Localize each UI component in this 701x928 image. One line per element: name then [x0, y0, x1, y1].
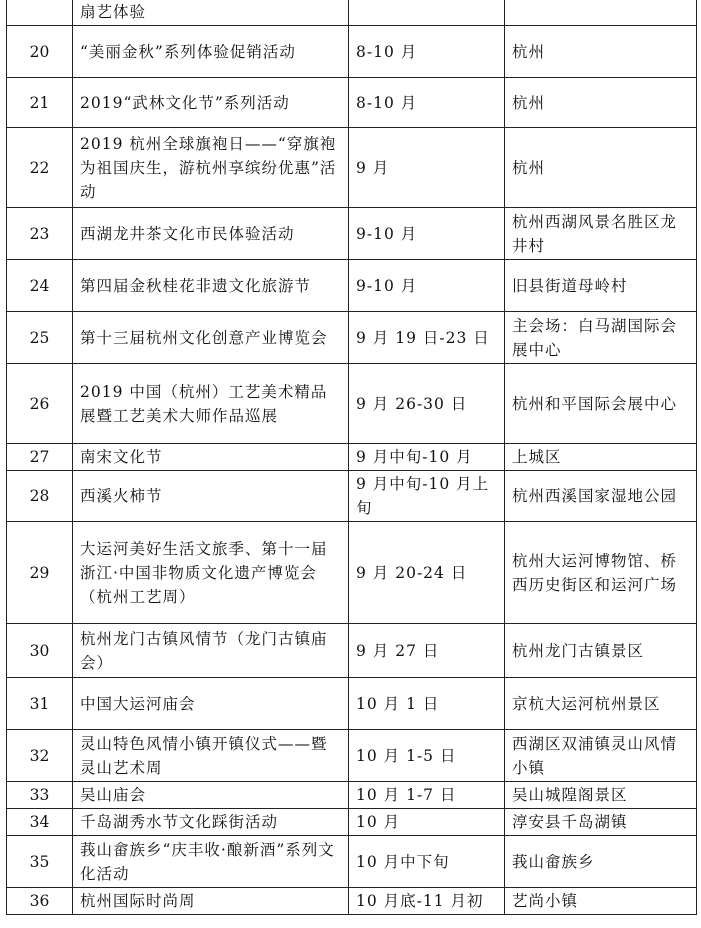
row-number-cell — [7, 0, 73, 26]
table-row — [7, 128, 697, 208]
event-time-cell: 10 月 1 日 — [349, 678, 505, 730]
event-place-cell: 杭州西湖风景名胜区龙井村 — [505, 208, 697, 260]
event-name-cell: 千岛湖秀水节文化踩街活动 — [73, 809, 349, 836]
row-number-cell: 35 — [7, 836, 73, 888]
event-name-cell: 大运河美好生活文旅季、第十一届浙江·中国非物质文化遗产博览会（杭州工艺周） — [73, 522, 349, 624]
event-place-cell: 杭州和平国际会展中心 — [505, 364, 697, 444]
table-row — [7, 522, 697, 624]
table-row — [7, 364, 697, 444]
row-number-cell: 25 — [7, 312, 73, 364]
row-number-cell: 30 — [7, 624, 73, 678]
row-number-cell: 26 — [7, 364, 73, 444]
event-place-cell: 主会场：白马湖国际会展中心 — [505, 312, 697, 364]
event-place-cell: 杭州 — [505, 128, 697, 208]
event-time-cell: 9 月中旬-10 月上旬 — [349, 471, 505, 522]
event-time-cell: 9 月 27 日 — [349, 624, 505, 678]
document-page — [6, 0, 697, 915]
row-number-cell: 28 — [7, 471, 73, 522]
event-name-cell: “美丽金秋”系列体验促销活动 — [73, 26, 349, 78]
event-place-cell: 淳安县千岛湖镇 — [505, 809, 697, 836]
event-place-cell: 吴山城隍阁景区 — [505, 782, 697, 809]
row-number-cell: 20 — [7, 26, 73, 78]
event-name-cell: 中国大运河庙会 — [73, 678, 349, 730]
row-number-cell: 24 — [7, 260, 73, 312]
table-row — [7, 809, 697, 836]
event-time-cell: 9 月 26-30 日 — [349, 364, 505, 444]
event-time-cell: 10 月中下旬 — [349, 836, 505, 888]
event-time-cell: 9-10 月 — [349, 208, 505, 260]
table-row — [7, 888, 697, 915]
event-place-cell: 杭州西溪国家湿地公园 — [505, 471, 697, 522]
row-number-cell: 22 — [7, 128, 73, 208]
event-place-cell: 杭州 — [505, 26, 697, 78]
event-time-cell: 8-10 月 — [349, 26, 505, 78]
table-row — [7, 836, 697, 888]
event-place-cell: 旧县街道母岭村 — [505, 260, 697, 312]
table-row — [7, 260, 697, 312]
row-number-cell: 29 — [7, 522, 73, 624]
table-row — [7, 208, 697, 260]
table-row — [7, 782, 697, 809]
event-place-cell: 上城区 — [505, 444, 697, 471]
event-time-cell: 9 月 — [349, 128, 505, 208]
event-name-cell: 吴山庙会 — [73, 782, 349, 809]
event-time-cell: 9-10 月 — [349, 260, 505, 312]
row-number-cell: 21 — [7, 78, 73, 128]
table-row — [7, 624, 697, 678]
table-row — [7, 678, 697, 730]
event-place-cell — [505, 0, 697, 26]
event-name-cell: 扇艺体验 — [73, 0, 349, 26]
event-name-cell: 莪山畲族乡“庆丰收·酿新酒”系列文化活动 — [73, 836, 349, 888]
table-row — [7, 26, 697, 78]
event-name-cell: 2019 中国（杭州）工艺美术精品展暨工艺美术大师作品巡展 — [73, 364, 349, 444]
row-number-cell: 31 — [7, 678, 73, 730]
event-time-cell — [349, 0, 505, 26]
event-time-cell: 9 月中旬-10 月 — [349, 444, 505, 471]
event-place-cell: 杭州龙门古镇景区 — [505, 624, 697, 678]
row-number-cell: 27 — [7, 444, 73, 471]
event-time-cell: 10 月 — [349, 809, 505, 836]
event-name-cell: 杭州龙门古镇风情节（龙门古镇庙会） — [73, 624, 349, 678]
event-name-cell: 2019“武林文化节”系列活动 — [73, 78, 349, 128]
event-time-cell: 10 月 1-5 日 — [349, 730, 505, 782]
table-row — [7, 730, 697, 782]
table-row — [7, 78, 697, 128]
event-place-cell: 杭州 — [505, 78, 697, 128]
event-place-cell: 京杭大运河杭州景区 — [505, 678, 697, 730]
table-row — [7, 444, 697, 471]
row-number-cell: 32 — [7, 730, 73, 782]
event-place-cell: 莪山畲族乡 — [505, 836, 697, 888]
event-name-cell: 杭州国际时尚周 — [73, 888, 349, 915]
event-name-cell: 西溪火柿节 — [73, 471, 349, 522]
event-name-cell: 西湖龙井茶文化市民体验活动 — [73, 208, 349, 260]
events-table-body — [7, 0, 697, 915]
event-place-cell: 西湖区双浦镇灵山风情小镇 — [505, 730, 697, 782]
event-name-cell: 灵山特色风情小镇开镇仪式——暨灵山艺术周 — [73, 730, 349, 782]
row-number-cell: 33 — [7, 782, 73, 809]
table-row — [7, 0, 697, 26]
event-name-cell: 南宋文化节 — [73, 444, 349, 471]
table-row — [7, 312, 697, 364]
row-number-cell: 36 — [7, 888, 73, 915]
event-time-cell: 10 月 1-7 日 — [349, 782, 505, 809]
table-row — [7, 471, 697, 522]
row-number-cell: 34 — [7, 809, 73, 836]
event-time-cell: 9 月 20-24 日 — [349, 522, 505, 624]
event-name-cell: 第十三届杭州文化创意产业博览会 — [73, 312, 349, 364]
event-name-cell: 2019 杭州全球旗袍日——“穿旗袍为祖国庆生，游杭州享缤纷优惠”活动 — [73, 128, 349, 208]
event-place-cell: 艺尚小镇 — [505, 888, 697, 915]
event-time-cell: 10 月底-11 月初 — [349, 888, 505, 915]
row-number-cell: 23 — [7, 208, 73, 260]
event-time-cell: 9 月 19 日-23 日 — [349, 312, 505, 364]
events-table — [6, 0, 697, 915]
event-time-cell: 8-10 月 — [349, 78, 505, 128]
event-place-cell: 杭州大运河博物馆、桥西历史街区和运河广场 — [505, 522, 697, 624]
event-name-cell: 第四届金秋桂花非遗文化旅游节 — [73, 260, 349, 312]
